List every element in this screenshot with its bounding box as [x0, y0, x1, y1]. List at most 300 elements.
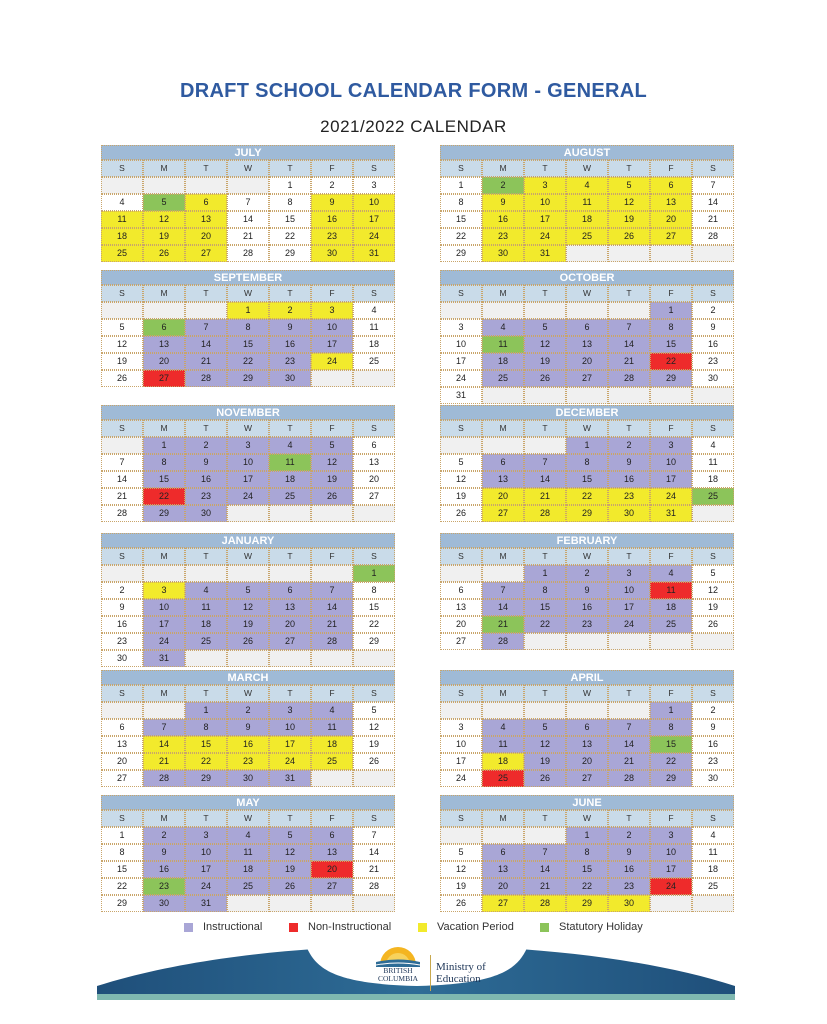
day-cell: 4 — [185, 582, 227, 599]
day-cell: 29 — [650, 770, 692, 787]
day-cell: 9 — [143, 844, 185, 861]
week-row — [440, 633, 734, 650]
day-cell: 19 — [227, 616, 269, 633]
day-cell: 8 — [524, 582, 566, 599]
month-title: OCTOBER — [440, 270, 734, 285]
weekday-header: F — [650, 420, 692, 437]
day-cell: 27 — [566, 370, 608, 387]
week-row — [101, 370, 395, 387]
week-row — [440, 319, 734, 336]
day-cell: 14 — [524, 471, 566, 488]
day-cell: 25 — [185, 633, 227, 650]
weekday-header: S — [101, 810, 143, 827]
day-cell: 19 — [524, 353, 566, 370]
weekday-header: S — [440, 685, 482, 702]
day-cell: 24 — [524, 228, 566, 245]
day-cell: 28 — [185, 370, 227, 387]
weekday-header: F — [650, 548, 692, 565]
day-cell: 12 — [311, 454, 353, 471]
legend-label: Statutory Holiday — [559, 921, 643, 933]
day-cell: 3 — [608, 565, 650, 582]
day-cell: 21 — [524, 878, 566, 895]
day-cell: 16 — [692, 336, 734, 353]
day-cell: 12 — [353, 719, 395, 736]
weekday-header: F — [311, 285, 353, 302]
week-row — [101, 437, 395, 454]
weekday-header: S — [440, 285, 482, 302]
legend — [0, 919, 827, 935]
day-cell: 20 — [482, 488, 524, 505]
day-cell: 29 — [353, 633, 395, 650]
day-cell: 10 — [227, 454, 269, 471]
day-cell: 3 — [227, 437, 269, 454]
weekday-header: T — [185, 548, 227, 565]
day-cell: 18 — [482, 753, 524, 770]
week-row — [440, 370, 734, 387]
week-row — [101, 633, 395, 650]
weekday-header: M — [482, 160, 524, 177]
weekday-header: T — [269, 685, 311, 702]
day-cell: 6 — [185, 194, 227, 211]
week-row — [440, 194, 734, 211]
day-cell: 18 — [650, 599, 692, 616]
day-cell: 2 — [482, 177, 524, 194]
weekday-header: T — [185, 420, 227, 437]
day-cell: 29 — [566, 505, 608, 522]
weekday-header: S — [353, 285, 395, 302]
day-cell: 5 — [353, 702, 395, 719]
week-row — [440, 616, 734, 633]
ministry-line1: Ministry of — [436, 961, 486, 973]
day-cell: 5 — [101, 319, 143, 336]
day-cell: 18 — [227, 861, 269, 878]
day-cell: 6 — [440, 582, 482, 599]
day-cell: 13 — [143, 336, 185, 353]
weekday-header: S — [101, 548, 143, 565]
day-cell: 3 — [650, 827, 692, 844]
empty-cell — [440, 437, 482, 454]
empty-cell — [692, 387, 734, 404]
weekday-header: M — [482, 685, 524, 702]
empty-cell — [227, 177, 269, 194]
day-cell: 20 — [185, 228, 227, 245]
empty-cell — [440, 827, 482, 844]
day-cell: 1 — [524, 565, 566, 582]
day-cell: 12 — [269, 844, 311, 861]
weekday-header: W — [566, 810, 608, 827]
ministry-logo — [368, 945, 498, 995]
day-cell: 5 — [608, 177, 650, 194]
day-cell: 7 — [185, 319, 227, 336]
month-title: SEPTEMBER — [101, 270, 395, 285]
day-cell: 21 — [608, 753, 650, 770]
weekday-header: M — [143, 810, 185, 827]
empty-cell — [566, 302, 608, 319]
week-row — [440, 177, 734, 194]
month-november — [101, 405, 395, 522]
day-cell: 19 — [269, 861, 311, 878]
day-cell: 11 — [566, 194, 608, 211]
weekday-header-row — [440, 810, 734, 827]
day-cell: 24 — [227, 488, 269, 505]
day-cell: 21 — [692, 211, 734, 228]
day-cell: 26 — [692, 616, 734, 633]
day-cell: 30 — [311, 245, 353, 262]
weekday-header: T — [269, 160, 311, 177]
day-cell: 7 — [608, 319, 650, 336]
day-cell: 24 — [650, 878, 692, 895]
month-title: NOVEMBER — [101, 405, 395, 420]
empty-cell — [269, 895, 311, 912]
day-cell: 13 — [482, 861, 524, 878]
day-cell: 11 — [482, 736, 524, 753]
day-cell: 27 — [353, 488, 395, 505]
month-title: JANUARY — [101, 533, 395, 548]
empty-cell — [566, 387, 608, 404]
weekday-header: S — [353, 548, 395, 565]
empty-cell — [440, 302, 482, 319]
weekday-header: S — [692, 810, 734, 827]
day-cell: 16 — [269, 336, 311, 353]
day-cell: 4 — [482, 319, 524, 336]
empty-cell — [524, 702, 566, 719]
day-cell: 30 — [101, 650, 143, 667]
day-cell: 15 — [440, 211, 482, 228]
day-cell: 15 — [650, 736, 692, 753]
day-cell: 3 — [650, 437, 692, 454]
day-cell: 24 — [353, 228, 395, 245]
day-cell: 9 — [227, 719, 269, 736]
day-cell: 24 — [143, 633, 185, 650]
empty-cell — [482, 827, 524, 844]
weekday-header: M — [143, 420, 185, 437]
day-cell: 9 — [185, 454, 227, 471]
day-cell: 4 — [482, 719, 524, 736]
month-title: MAY — [101, 795, 395, 810]
day-cell: 6 — [353, 437, 395, 454]
weekday-header: W — [566, 548, 608, 565]
week-row — [440, 228, 734, 245]
day-cell: 6 — [482, 844, 524, 861]
day-cell: 24 — [311, 353, 353, 370]
legend-item-non-instructional — [289, 919, 391, 935]
day-cell: 3 — [440, 319, 482, 336]
day-cell: 21 — [311, 616, 353, 633]
day-cell: 4 — [353, 302, 395, 319]
weekday-header: F — [650, 685, 692, 702]
legend-label: Instructional — [203, 921, 263, 933]
day-cell: 20 — [101, 753, 143, 770]
empty-cell — [227, 650, 269, 667]
weekday-header: S — [353, 810, 395, 827]
day-cell: 12 — [101, 336, 143, 353]
weekday-header: F — [650, 160, 692, 177]
empty-cell — [101, 302, 143, 319]
empty-cell — [311, 770, 353, 787]
day-cell: 23 — [185, 488, 227, 505]
day-cell: 4 — [227, 827, 269, 844]
weekday-header: S — [692, 160, 734, 177]
day-cell: 4 — [101, 194, 143, 211]
day-cell: 11 — [692, 844, 734, 861]
day-cell: 14 — [482, 599, 524, 616]
weekday-header: W — [227, 420, 269, 437]
weekday-header: S — [692, 685, 734, 702]
day-cell: 16 — [227, 736, 269, 753]
day-cell: 23 — [269, 353, 311, 370]
weekday-header: T — [269, 285, 311, 302]
day-cell: 3 — [353, 177, 395, 194]
day-cell: 3 — [311, 302, 353, 319]
month-title: APRIL — [440, 670, 734, 685]
day-cell: 23 — [143, 878, 185, 895]
day-cell: 11 — [692, 454, 734, 471]
weekday-header-row — [101, 810, 395, 827]
day-cell: 6 — [101, 719, 143, 736]
day-cell: 7 — [353, 827, 395, 844]
week-row — [440, 565, 734, 582]
day-cell: 14 — [311, 599, 353, 616]
day-cell: 12 — [608, 194, 650, 211]
day-cell: 12 — [440, 861, 482, 878]
day-cell: 15 — [143, 471, 185, 488]
day-cell: 28 — [101, 505, 143, 522]
day-cell: 13 — [269, 599, 311, 616]
month-title: AUGUST — [440, 145, 734, 160]
day-cell: 8 — [440, 194, 482, 211]
day-cell: 31 — [440, 387, 482, 404]
month-january — [101, 533, 395, 667]
ministry-line2: Education — [436, 973, 481, 985]
ministry-name — [436, 961, 486, 985]
weekday-header: T — [269, 548, 311, 565]
day-cell: 6 — [143, 319, 185, 336]
empty-cell — [692, 895, 734, 912]
day-cell: 8 — [269, 194, 311, 211]
week-row — [101, 878, 395, 895]
day-cell: 4 — [692, 827, 734, 844]
day-cell: 29 — [227, 370, 269, 387]
day-cell: 12 — [524, 736, 566, 753]
day-cell: 27 — [311, 878, 353, 895]
weekday-header-row — [101, 420, 395, 437]
day-cell: 13 — [566, 736, 608, 753]
empty-cell — [185, 302, 227, 319]
empty-cell — [440, 702, 482, 719]
empty-cell — [101, 437, 143, 454]
day-cell: 20 — [440, 616, 482, 633]
day-cell: 13 — [440, 599, 482, 616]
day-cell: 30 — [692, 370, 734, 387]
day-cell: 28 — [524, 895, 566, 912]
day-cell: 29 — [143, 505, 185, 522]
week-row — [440, 245, 734, 262]
day-cell: 23 — [227, 753, 269, 770]
day-cell: 20 — [143, 353, 185, 370]
month-june — [440, 795, 734, 912]
empty-cell — [143, 702, 185, 719]
week-row — [101, 753, 395, 770]
day-cell: 25 — [311, 753, 353, 770]
day-cell: 1 — [650, 302, 692, 319]
legend-item-statutory — [540, 919, 643, 935]
day-cell: 18 — [566, 211, 608, 228]
week-row — [101, 719, 395, 736]
day-cell: 11 — [482, 336, 524, 353]
day-cell: 28 — [353, 878, 395, 895]
day-cell: 28 — [311, 633, 353, 650]
day-cell: 24 — [269, 753, 311, 770]
day-cell: 22 — [269, 228, 311, 245]
day-cell: 16 — [608, 861, 650, 878]
day-cell: 14 — [227, 211, 269, 228]
day-cell: 11 — [227, 844, 269, 861]
day-cell: 16 — [143, 861, 185, 878]
empty-cell — [524, 387, 566, 404]
week-row — [101, 770, 395, 787]
empty-cell — [608, 633, 650, 650]
day-cell: 6 — [482, 454, 524, 471]
empty-cell — [482, 565, 524, 582]
day-cell: 20 — [311, 861, 353, 878]
day-cell: 1 — [440, 177, 482, 194]
week-row — [440, 844, 734, 861]
day-cell: 14 — [524, 861, 566, 878]
week-row — [440, 878, 734, 895]
weekday-header: S — [440, 810, 482, 827]
day-cell: 7 — [524, 844, 566, 861]
empty-cell — [566, 702, 608, 719]
day-cell: 31 — [269, 770, 311, 787]
weekday-header: W — [566, 420, 608, 437]
day-cell: 27 — [482, 895, 524, 912]
empty-cell — [143, 565, 185, 582]
weekday-header: S — [353, 420, 395, 437]
weekday-header: T — [608, 160, 650, 177]
empty-cell — [608, 387, 650, 404]
day-cell: 27 — [185, 245, 227, 262]
weekday-header: T — [524, 285, 566, 302]
day-cell: 16 — [608, 471, 650, 488]
weekday-header: T — [524, 810, 566, 827]
weekday-header: W — [566, 160, 608, 177]
day-cell: 30 — [482, 245, 524, 262]
day-cell: 10 — [311, 319, 353, 336]
day-cell: 5 — [143, 194, 185, 211]
weekday-header: S — [353, 160, 395, 177]
weekday-header: T — [185, 810, 227, 827]
day-cell: 17 — [269, 736, 311, 753]
day-cell: 11 — [311, 719, 353, 736]
day-cell: 3 — [269, 702, 311, 719]
day-cell: 10 — [353, 194, 395, 211]
empty-cell — [566, 245, 608, 262]
day-cell: 1 — [353, 565, 395, 582]
day-cell: 1 — [101, 827, 143, 844]
week-row — [440, 488, 734, 505]
day-cell: 7 — [482, 582, 524, 599]
day-cell: 30 — [608, 505, 650, 522]
day-cell: 4 — [566, 177, 608, 194]
day-cell: 22 — [143, 488, 185, 505]
empty-cell — [353, 650, 395, 667]
week-row — [101, 827, 395, 844]
week-row — [101, 565, 395, 582]
day-cell: 17 — [608, 599, 650, 616]
weekday-header: T — [524, 548, 566, 565]
week-row — [440, 861, 734, 878]
day-cell: 10 — [650, 844, 692, 861]
weekday-header: S — [101, 285, 143, 302]
day-cell: 2 — [101, 582, 143, 599]
weekday-header: S — [692, 548, 734, 565]
day-cell: 27 — [566, 770, 608, 787]
day-cell: 25 — [269, 488, 311, 505]
empty-cell — [524, 827, 566, 844]
day-cell: 7 — [692, 177, 734, 194]
day-cell: 14 — [185, 336, 227, 353]
weekday-header: M — [482, 548, 524, 565]
day-cell: 19 — [101, 353, 143, 370]
day-cell: 11 — [353, 319, 395, 336]
day-cell: 20 — [482, 878, 524, 895]
week-row — [440, 753, 734, 770]
day-cell: 22 — [353, 616, 395, 633]
day-cell: 13 — [185, 211, 227, 228]
weekday-header: S — [440, 548, 482, 565]
day-cell: 8 — [566, 844, 608, 861]
day-cell: 26 — [353, 753, 395, 770]
month-april — [440, 670, 734, 787]
empty-cell — [524, 633, 566, 650]
day-cell: 24 — [650, 488, 692, 505]
day-cell: 11 — [269, 454, 311, 471]
day-cell: 30 — [269, 370, 311, 387]
week-row — [101, 228, 395, 245]
day-cell: 16 — [482, 211, 524, 228]
day-cell: 27 — [650, 228, 692, 245]
day-cell: 6 — [269, 582, 311, 599]
week-row — [101, 211, 395, 228]
day-cell: 23 — [608, 878, 650, 895]
day-cell: 8 — [566, 454, 608, 471]
day-cell: 11 — [185, 599, 227, 616]
legend-swatch-vacation — [418, 923, 427, 932]
day-cell: 7 — [101, 454, 143, 471]
page-title: DRAFT SCHOOL CALENDAR FORM - GENERAL — [179, 80, 648, 102]
weekday-header: T — [608, 548, 650, 565]
day-cell: 15 — [227, 336, 269, 353]
day-cell: 29 — [566, 895, 608, 912]
weekday-header: W — [227, 160, 269, 177]
day-cell: 22 — [440, 228, 482, 245]
day-cell: 19 — [608, 211, 650, 228]
day-cell: 21 — [524, 488, 566, 505]
day-cell: 1 — [143, 437, 185, 454]
day-cell: 10 — [440, 336, 482, 353]
day-cell: 18 — [692, 861, 734, 878]
weekday-header: M — [143, 160, 185, 177]
day-cell: 14 — [353, 844, 395, 861]
legend-swatch-non-instructional — [289, 923, 298, 932]
day-cell: 13 — [311, 844, 353, 861]
weekday-header: S — [440, 420, 482, 437]
day-cell: 22 — [650, 753, 692, 770]
empty-cell — [692, 245, 734, 262]
week-row — [101, 599, 395, 616]
day-cell: 28 — [482, 633, 524, 650]
weekday-header: T — [608, 810, 650, 827]
